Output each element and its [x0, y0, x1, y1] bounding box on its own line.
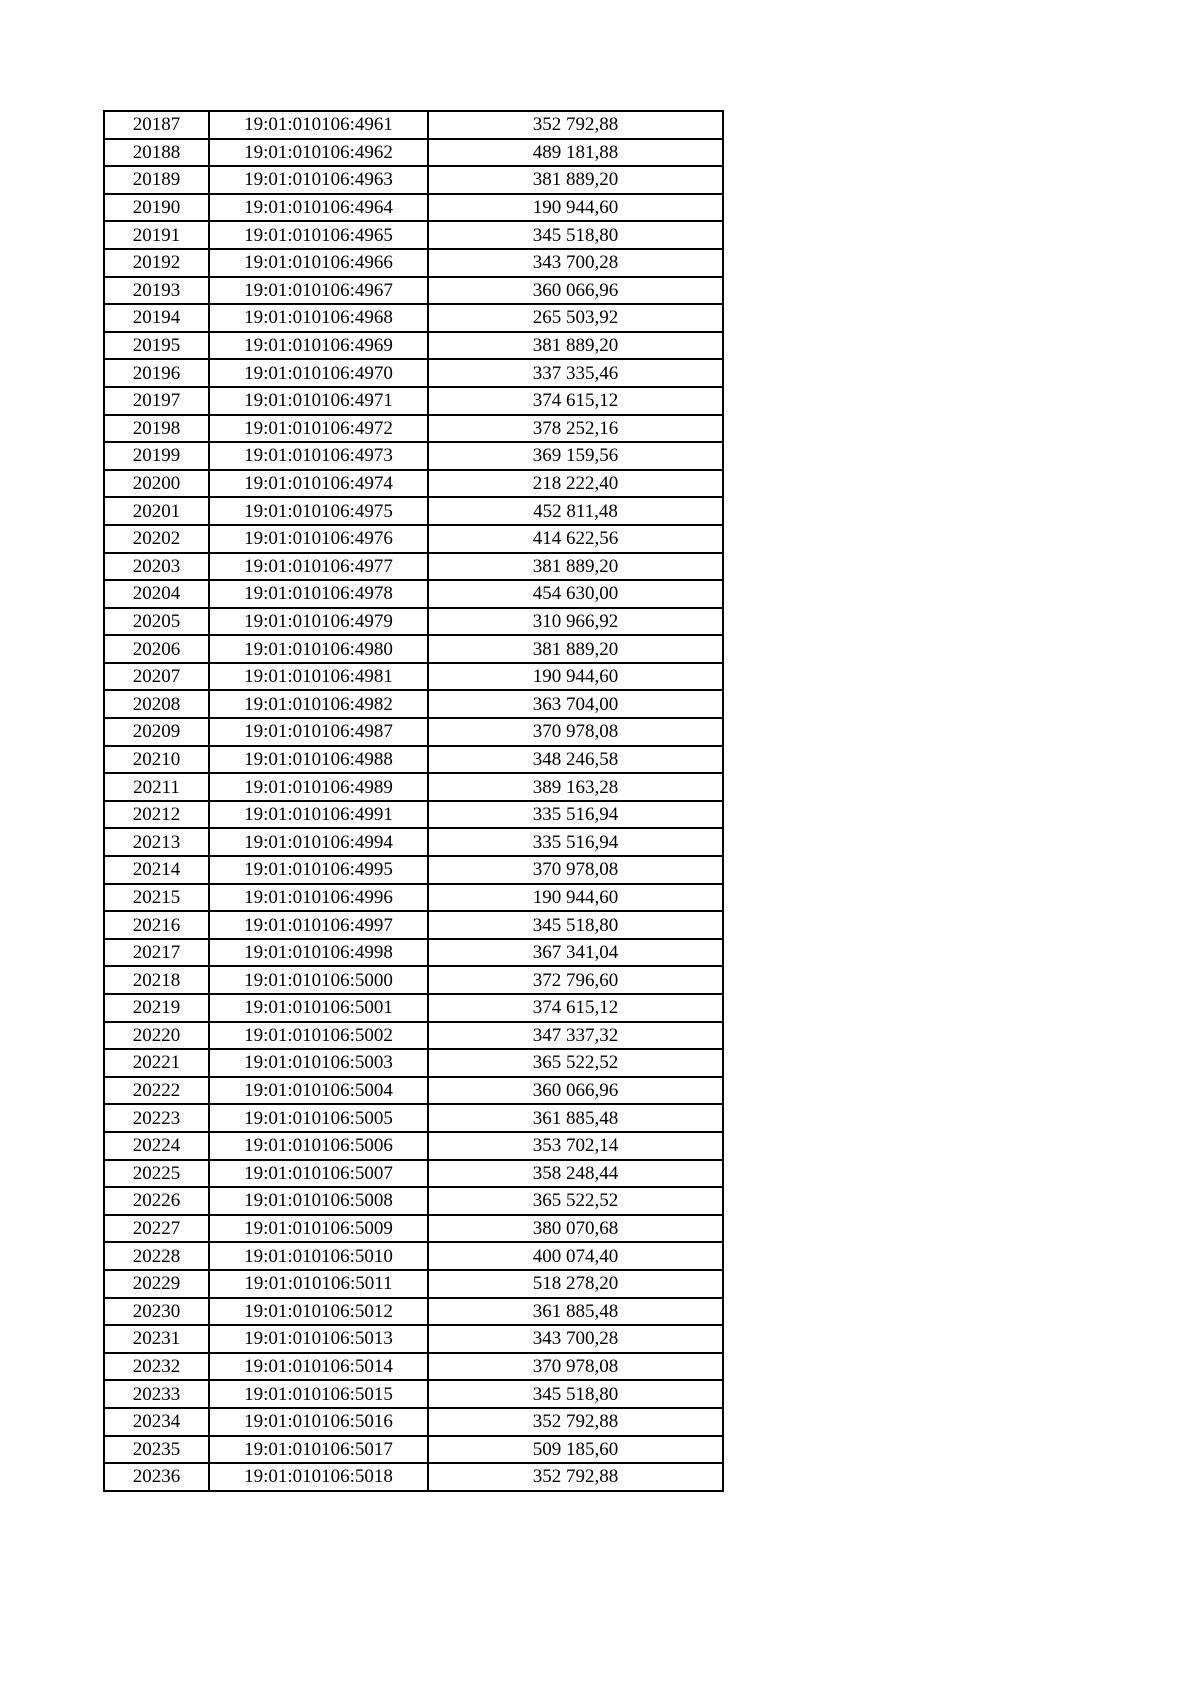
table-row — [104, 884, 723, 912]
table-row — [104, 1049, 723, 1077]
table-row — [104, 801, 723, 829]
cadastral-number-cell: 19:01:010106:4982 — [209, 690, 428, 718]
row-number-cell: 20212 — [104, 801, 209, 829]
cadastral-number-cell: 19:01:010106:5009 — [209, 1215, 428, 1243]
cadastral-value-cell: 370 978,08 — [428, 718, 723, 746]
row-number-cell: 20228 — [104, 1242, 209, 1270]
row-number-cell: 20225 — [104, 1160, 209, 1188]
row-number-cell: 20218 — [104, 966, 209, 994]
table-row — [104, 911, 723, 939]
row-number-cell: 20220 — [104, 1022, 209, 1050]
cadastral-number-cell: 19:01:010106:4967 — [209, 277, 428, 305]
table-row — [104, 359, 723, 387]
table-row — [104, 1436, 723, 1464]
row-number-cell: 20201 — [104, 497, 209, 525]
cadastral-number-cell: 19:01:010106:4969 — [209, 332, 428, 360]
table-row — [104, 1104, 723, 1132]
cadastral-value-cell: 370 978,08 — [428, 856, 723, 884]
table-row — [104, 773, 723, 801]
table-row — [104, 1187, 723, 1215]
cadastral-number-cell: 19:01:010106:4976 — [209, 525, 428, 553]
table-row — [104, 249, 723, 277]
row-number-cell: 20197 — [104, 387, 209, 415]
table-row — [104, 663, 723, 691]
table-row — [104, 166, 723, 194]
cadastral-number-cell: 19:01:010106:5010 — [209, 1242, 428, 1270]
cadastral-number-cell: 19:01:010106:4972 — [209, 415, 428, 443]
cadastral-value-cell: 380 070,68 — [428, 1215, 723, 1243]
cadastral-number-cell: 19:01:010106:4962 — [209, 139, 428, 167]
cadastral-number-cell: 19:01:010106:4970 — [209, 359, 428, 387]
cadastral-number-cell: 19:01:010106:4998 — [209, 939, 428, 967]
cadastral-number-cell: 19:01:010106:4997 — [209, 911, 428, 939]
table-row — [104, 1077, 723, 1105]
table-row — [104, 332, 723, 360]
cadastral-number-cell: 19:01:010106:4980 — [209, 635, 428, 663]
row-number-cell: 20208 — [104, 690, 209, 718]
row-number-cell: 20213 — [104, 828, 209, 856]
cadastral-value-cell: 400 074,40 — [428, 1242, 723, 1270]
table-row — [104, 111, 723, 139]
cadastral-value-cell: 381 889,20 — [428, 166, 723, 194]
table-row — [104, 746, 723, 774]
row-number-cell: 20222 — [104, 1077, 209, 1105]
cadastral-value-cell: 343 700,28 — [428, 1325, 723, 1353]
cadastral-value-cell: 374 615,12 — [428, 994, 723, 1022]
table-row — [104, 939, 723, 967]
cadastral-value-cell: 190 944,60 — [428, 884, 723, 912]
row-number-cell: 20235 — [104, 1436, 209, 1464]
cadastral-value-cell: 361 885,48 — [428, 1104, 723, 1132]
table-row — [104, 553, 723, 581]
cadastral-number-cell: 19:01:010106:5008 — [209, 1187, 428, 1215]
table-row — [104, 635, 723, 663]
row-number-cell: 20226 — [104, 1187, 209, 1215]
cadastral-number-cell: 19:01:010106:4996 — [209, 884, 428, 912]
cadastral-number-cell: 19:01:010106:5004 — [209, 1077, 428, 1105]
cadastral-value-cell: 348 246,58 — [428, 746, 723, 774]
row-number-cell: 20229 — [104, 1270, 209, 1298]
cadastral-value-cell: 190 944,60 — [428, 663, 723, 691]
row-number-cell: 20194 — [104, 304, 209, 332]
table-row — [104, 1380, 723, 1408]
row-number-cell: 20210 — [104, 746, 209, 774]
cadastral-number-cell: 19:01:010106:5018 — [209, 1463, 428, 1491]
cadastral-number-cell: 19:01:010106:5003 — [209, 1049, 428, 1077]
cadastral-value-cell: 372 796,60 — [428, 966, 723, 994]
cadastral-value-cell: 360 066,96 — [428, 277, 723, 305]
cadastral-number-cell: 19:01:010106:4977 — [209, 553, 428, 581]
cadastral-number-cell: 19:01:010106:5015 — [209, 1380, 428, 1408]
row-number-cell: 20232 — [104, 1353, 209, 1381]
table-row — [104, 1408, 723, 1436]
row-number-cell: 20215 — [104, 884, 209, 912]
row-number-cell: 20207 — [104, 663, 209, 691]
cadastral-value-cell: 345 518,80 — [428, 221, 723, 249]
cadastral-value-cell: 381 889,20 — [428, 332, 723, 360]
table-row — [104, 966, 723, 994]
row-number-cell: 20203 — [104, 553, 209, 581]
cadastral-number-cell: 19:01:010106:5005 — [209, 1104, 428, 1132]
cadastral-number-cell: 19:01:010106:4961 — [209, 111, 428, 139]
cadastral-value-cell: 363 704,00 — [428, 690, 723, 718]
cadastral-number-cell: 19:01:010106:5000 — [209, 966, 428, 994]
cadastral-value-cell: 218 222,40 — [428, 470, 723, 498]
row-number-cell: 20188 — [104, 139, 209, 167]
row-number-cell: 20192 — [104, 249, 209, 277]
cadastral-value-cell: 347 337,32 — [428, 1022, 723, 1050]
cadastral-number-cell: 19:01:010106:4971 — [209, 387, 428, 415]
table-row — [104, 718, 723, 746]
cadastral-value-cell: 365 522,52 — [428, 1049, 723, 1077]
cadastral-value-cell: 374 615,12 — [428, 387, 723, 415]
cadastral-number-cell: 19:01:010106:5013 — [209, 1325, 428, 1353]
cadastral-number-cell: 19:01:010106:4991 — [209, 801, 428, 829]
cadastral-value-table — [103, 110, 724, 1492]
row-number-cell: 20211 — [104, 773, 209, 801]
table-row — [104, 1298, 723, 1326]
table-row — [104, 1132, 723, 1160]
cadastral-number-cell: 19:01:010106:4981 — [209, 663, 428, 691]
row-number-cell: 20206 — [104, 635, 209, 663]
cadastral-number-cell: 19:01:010106:5016 — [209, 1408, 428, 1436]
table-row — [104, 994, 723, 1022]
table-row — [104, 194, 723, 222]
cadastral-number-cell: 19:01:010106:4988 — [209, 746, 428, 774]
cadastral-number-cell: 19:01:010106:4966 — [209, 249, 428, 277]
cadastral-value-cell: 365 522,52 — [428, 1187, 723, 1215]
table-row — [104, 1022, 723, 1050]
cadastral-value-cell: 353 702,14 — [428, 1132, 723, 1160]
cadastral-value-cell: 509 185,60 — [428, 1436, 723, 1464]
cadastral-number-cell: 19:01:010106:4987 — [209, 718, 428, 746]
table-row — [104, 1353, 723, 1381]
row-number-cell: 20200 — [104, 470, 209, 498]
row-number-cell: 20216 — [104, 911, 209, 939]
table-row — [104, 387, 723, 415]
row-number-cell: 20223 — [104, 1104, 209, 1132]
row-number-cell: 20219 — [104, 994, 209, 1022]
cadastral-value-cell: 345 518,80 — [428, 1380, 723, 1408]
cadastral-number-cell: 19:01:010106:5014 — [209, 1353, 428, 1381]
table-row — [104, 1242, 723, 1270]
table-row — [104, 608, 723, 636]
cadastral-value-cell: 518 278,20 — [428, 1270, 723, 1298]
row-number-cell: 20230 — [104, 1298, 209, 1326]
table-row — [104, 1463, 723, 1491]
table-body — [104, 111, 723, 1491]
row-number-cell: 20195 — [104, 332, 209, 360]
table-row — [104, 856, 723, 884]
cadastral-number-cell: 19:01:010106:5012 — [209, 1298, 428, 1326]
cadastral-number-cell: 19:01:010106:5007 — [209, 1160, 428, 1188]
cadastral-number-cell: 19:01:010106:5017 — [209, 1436, 428, 1464]
table-row — [104, 690, 723, 718]
row-number-cell: 20199 — [104, 442, 209, 470]
row-number-cell: 20224 — [104, 1132, 209, 1160]
cadastral-value-cell: 381 889,20 — [428, 553, 723, 581]
row-number-cell: 20204 — [104, 580, 209, 608]
cadastral-number-cell: 19:01:010106:4989 — [209, 773, 428, 801]
cadastral-value-cell: 489 181,88 — [428, 139, 723, 167]
row-number-cell: 20187 — [104, 111, 209, 139]
table-row — [104, 1160, 723, 1188]
cadastral-number-cell: 19:01:010106:4973 — [209, 442, 428, 470]
table-row — [104, 442, 723, 470]
cadastral-number-cell: 19:01:010106:4978 — [209, 580, 428, 608]
row-number-cell: 20233 — [104, 1380, 209, 1408]
table-row — [104, 415, 723, 443]
cadastral-value-cell: 335 516,94 — [428, 801, 723, 829]
cadastral-value-cell: 381 889,20 — [428, 635, 723, 663]
table-row — [104, 525, 723, 553]
cadastral-value-cell: 360 066,96 — [428, 1077, 723, 1105]
cadastral-value-cell: 358 248,44 — [428, 1160, 723, 1188]
table-row — [104, 580, 723, 608]
cadastral-value-cell: 367 341,04 — [428, 939, 723, 967]
cadastral-value-cell: 352 792,88 — [428, 1463, 723, 1491]
table-row — [104, 1270, 723, 1298]
cadastral-number-cell: 19:01:010106:4974 — [209, 470, 428, 498]
cadastral-number-cell: 19:01:010106:4963 — [209, 166, 428, 194]
cadastral-number-cell: 19:01:010106:5001 — [209, 994, 428, 1022]
cadastral-value-cell: 454 630,00 — [428, 580, 723, 608]
cadastral-value-cell: 335 516,94 — [428, 828, 723, 856]
row-number-cell: 20234 — [104, 1408, 209, 1436]
cadastral-value-cell: 310 966,92 — [428, 608, 723, 636]
row-number-cell: 20236 — [104, 1463, 209, 1491]
cadastral-number-cell: 19:01:010106:4975 — [209, 497, 428, 525]
table-row — [104, 1325, 723, 1353]
row-number-cell: 20189 — [104, 166, 209, 194]
cadastral-number-cell: 19:01:010106:4994 — [209, 828, 428, 856]
table-row — [104, 828, 723, 856]
cadastral-number-cell: 19:01:010106:4964 — [209, 194, 428, 222]
table-row — [104, 470, 723, 498]
row-number-cell: 20214 — [104, 856, 209, 884]
cadastral-value-cell: 352 792,88 — [428, 1408, 723, 1436]
table-row — [104, 139, 723, 167]
cadastral-number-cell: 19:01:010106:4965 — [209, 221, 428, 249]
cadastral-value-cell: 370 978,08 — [428, 1353, 723, 1381]
cadastral-value-cell: 190 944,60 — [428, 194, 723, 222]
table-row — [104, 304, 723, 332]
cadastral-value-cell: 265 503,92 — [428, 304, 723, 332]
row-number-cell: 20209 — [104, 718, 209, 746]
cadastral-number-cell: 19:01:010106:4968 — [209, 304, 428, 332]
row-number-cell: 20202 — [104, 525, 209, 553]
row-number-cell: 20198 — [104, 415, 209, 443]
row-number-cell: 20227 — [104, 1215, 209, 1243]
cadastral-value-cell: 389 163,28 — [428, 773, 723, 801]
row-number-cell: 20231 — [104, 1325, 209, 1353]
table-row — [104, 497, 723, 525]
row-number-cell: 20217 — [104, 939, 209, 967]
cadastral-value-cell: 343 700,28 — [428, 249, 723, 277]
cadastral-number-cell: 19:01:010106:5006 — [209, 1132, 428, 1160]
cadastral-number-cell: 19:01:010106:5011 — [209, 1270, 428, 1298]
cadastral-value-cell: 345 518,80 — [428, 911, 723, 939]
cadastral-value-cell: 361 885,48 — [428, 1298, 723, 1326]
cadastral-value-cell: 352 792,88 — [428, 111, 723, 139]
row-number-cell: 20193 — [104, 277, 209, 305]
cadastral-value-cell: 414 622,56 — [428, 525, 723, 553]
row-number-cell: 20221 — [104, 1049, 209, 1077]
cadastral-value-cell: 378 252,16 — [428, 415, 723, 443]
cadastral-number-cell: 19:01:010106:4979 — [209, 608, 428, 636]
cadastral-value-cell: 337 335,46 — [428, 359, 723, 387]
row-number-cell: 20196 — [104, 359, 209, 387]
cadastral-number-cell: 19:01:010106:4995 — [209, 856, 428, 884]
row-number-cell: 20191 — [104, 221, 209, 249]
table-row — [104, 1215, 723, 1243]
row-number-cell: 20205 — [104, 608, 209, 636]
row-number-cell: 20190 — [104, 194, 209, 222]
table-row — [104, 221, 723, 249]
cadastral-value-cell: 369 159,56 — [428, 442, 723, 470]
table-row — [104, 277, 723, 305]
cadastral-value-cell: 452 811,48 — [428, 497, 723, 525]
cadastral-number-cell: 19:01:010106:5002 — [209, 1022, 428, 1050]
